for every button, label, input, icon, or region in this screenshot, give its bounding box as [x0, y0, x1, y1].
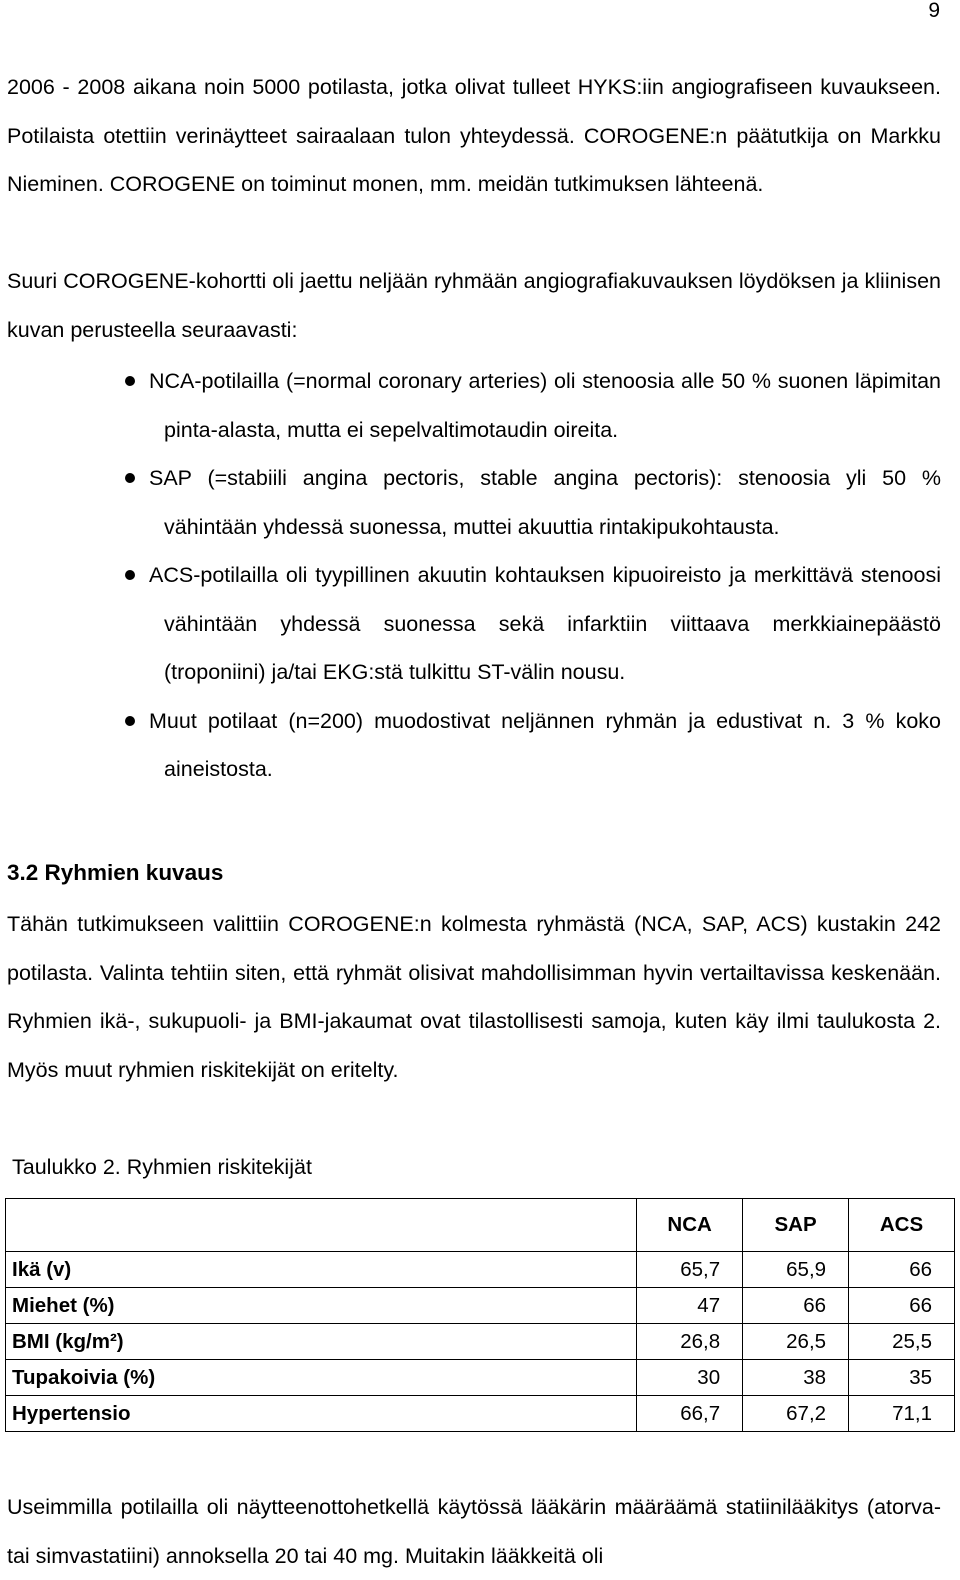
table-row: [6, 1360, 955, 1396]
list-item-text: SAP (=stabiili angina pectoris, stable angina pectoris): stenoosia yli 50 % vähintään yhdessä suonessa, muttei akuuttia rintakipukohtausta.: [149, 466, 941, 539]
cell-sap: 67,2: [743, 1396, 849, 1432]
cell-nca: 30: [637, 1360, 743, 1396]
bullet-icon: [125, 473, 135, 483]
list-item: [0, 454, 941, 551]
table-caption: Taulukko 2. Ryhmien riskitekijät: [12, 1155, 312, 1179]
cohort-paragraph: [7, 257, 941, 354]
cell-acs: 66: [849, 1288, 955, 1324]
cell-sap: 26,5: [743, 1324, 849, 1360]
table-row: [6, 1252, 955, 1288]
table-row: [6, 1324, 955, 1360]
cell-sap: 65,9: [743, 1252, 849, 1288]
cohort-text: Suuri COROGENE-kohortti oli jaettu neljään ryhmään angiografiakuvauksen löydöksen ja kliinisen kuvan perusteella seuraavasti:: [7, 269, 941, 342]
closing-text: Useimmilla potilailla oli näytteenottohetkellä käytössä lääkärin määräämä statiinilääkitys (atorva- tai simvastatiini) annoksella 20 tai 40 mg. Muitakin lääkkeitä oli: [7, 1495, 941, 1568]
cell-nca: 66,7: [637, 1396, 743, 1432]
row-label: Ikä (v): [6, 1252, 637, 1288]
cell-nca: 26,8: [637, 1324, 743, 1360]
risk-factor-table: [5, 1198, 955, 1432]
section-heading: 3.2 Ryhmien kuvaus: [7, 860, 224, 885]
table-row: [6, 1288, 955, 1324]
list-item-text: ACS-potilailla oli tyypillinen akuutin kohtauksen kipuoireisto ja merkittävä stenoosi vähintään yhdessä suonessa sekä infarktiin viittaava merkkiainepäästö (troponiini) ja/tai EKG:stä tulkittu ST-välin nousu.: [149, 563, 941, 684]
list-item-text: Muut potilaat (n=200) muodostivat neljännen ryhmän ja edustivat n. 3 % koko aineistosta.: [149, 708, 941, 781]
section-paragraph: [7, 900, 941, 1094]
row-label: BMI (kg/m²): [6, 1324, 637, 1360]
list-item-text: NCA-potilailla (=normal coronary arteries) oli stenoosia alle 50 % suonen läpimitan pinta-alasta, mutta ei sepelvaltimotaudin oireita.: [149, 369, 941, 442]
header-cell-nca: NCA: [637, 1199, 743, 1252]
intro-text: 2006 - 2008 aikana noin 5000 potilasta, jotka olivat tulleet HYKS:iin angiografiseen kuvaukseen. Potilaista otettiin verinäytteet sairaalaan tulon yhteydessä. COROGENE:n päätutkija on Markku Nieminen. COROGENE on toiminut monen, mm. meidän tutkimuksen lähteenä.: [7, 75, 941, 196]
header-cell-empty: [6, 1199, 637, 1252]
cell-nca: 47: [637, 1288, 743, 1324]
cell-acs: 66: [849, 1252, 955, 1288]
header-cell-sap: SAP: [743, 1199, 849, 1252]
row-label: Tupakoivia (%): [6, 1360, 637, 1396]
bullet-icon: [125, 376, 135, 386]
intro-paragraph: [7, 63, 941, 209]
cell-acs: 71,1: [849, 1396, 955, 1432]
group-list: [0, 357, 941, 794]
list-item: [0, 697, 941, 794]
cell-sap: 66: [743, 1288, 849, 1324]
table-header-row: [6, 1199, 955, 1252]
list-item: [0, 357, 941, 454]
bullet-icon: [125, 716, 135, 726]
cell-acs: 35: [849, 1360, 955, 1396]
closing-paragraph: [7, 1483, 941, 1580]
header-cell-acs: ACS: [849, 1199, 955, 1252]
row-label: Miehet (%): [6, 1288, 637, 1324]
cell-acs: 25,5: [849, 1324, 955, 1360]
section-text: Tähän tutkimukseen valittiin COROGENE:n kolmesta ryhmästä (NCA, SAP, ACS) kustakin 242 potilasta. Valinta tehtiin siten, että ryhmät olisivat mahdollisimman hyvin vertailtavissa keskenään. Ryhmien ikä-, sukupuoli- ja BMI-jakaumat ovat tilastollisesti samoja, kuten käy ilmi taulukosta 2. Myös muut ryhmien riskitekijät on eritelty.: [7, 912, 941, 1082]
bullet-icon: [125, 570, 135, 580]
table-row: [6, 1396, 955, 1432]
row-label: Hypertensio: [6, 1396, 637, 1432]
list-item: [0, 551, 941, 697]
cell-sap: 38: [743, 1360, 849, 1396]
cell-nca: 65,7: [637, 1252, 743, 1288]
page-number: 9: [928, 0, 940, 22]
